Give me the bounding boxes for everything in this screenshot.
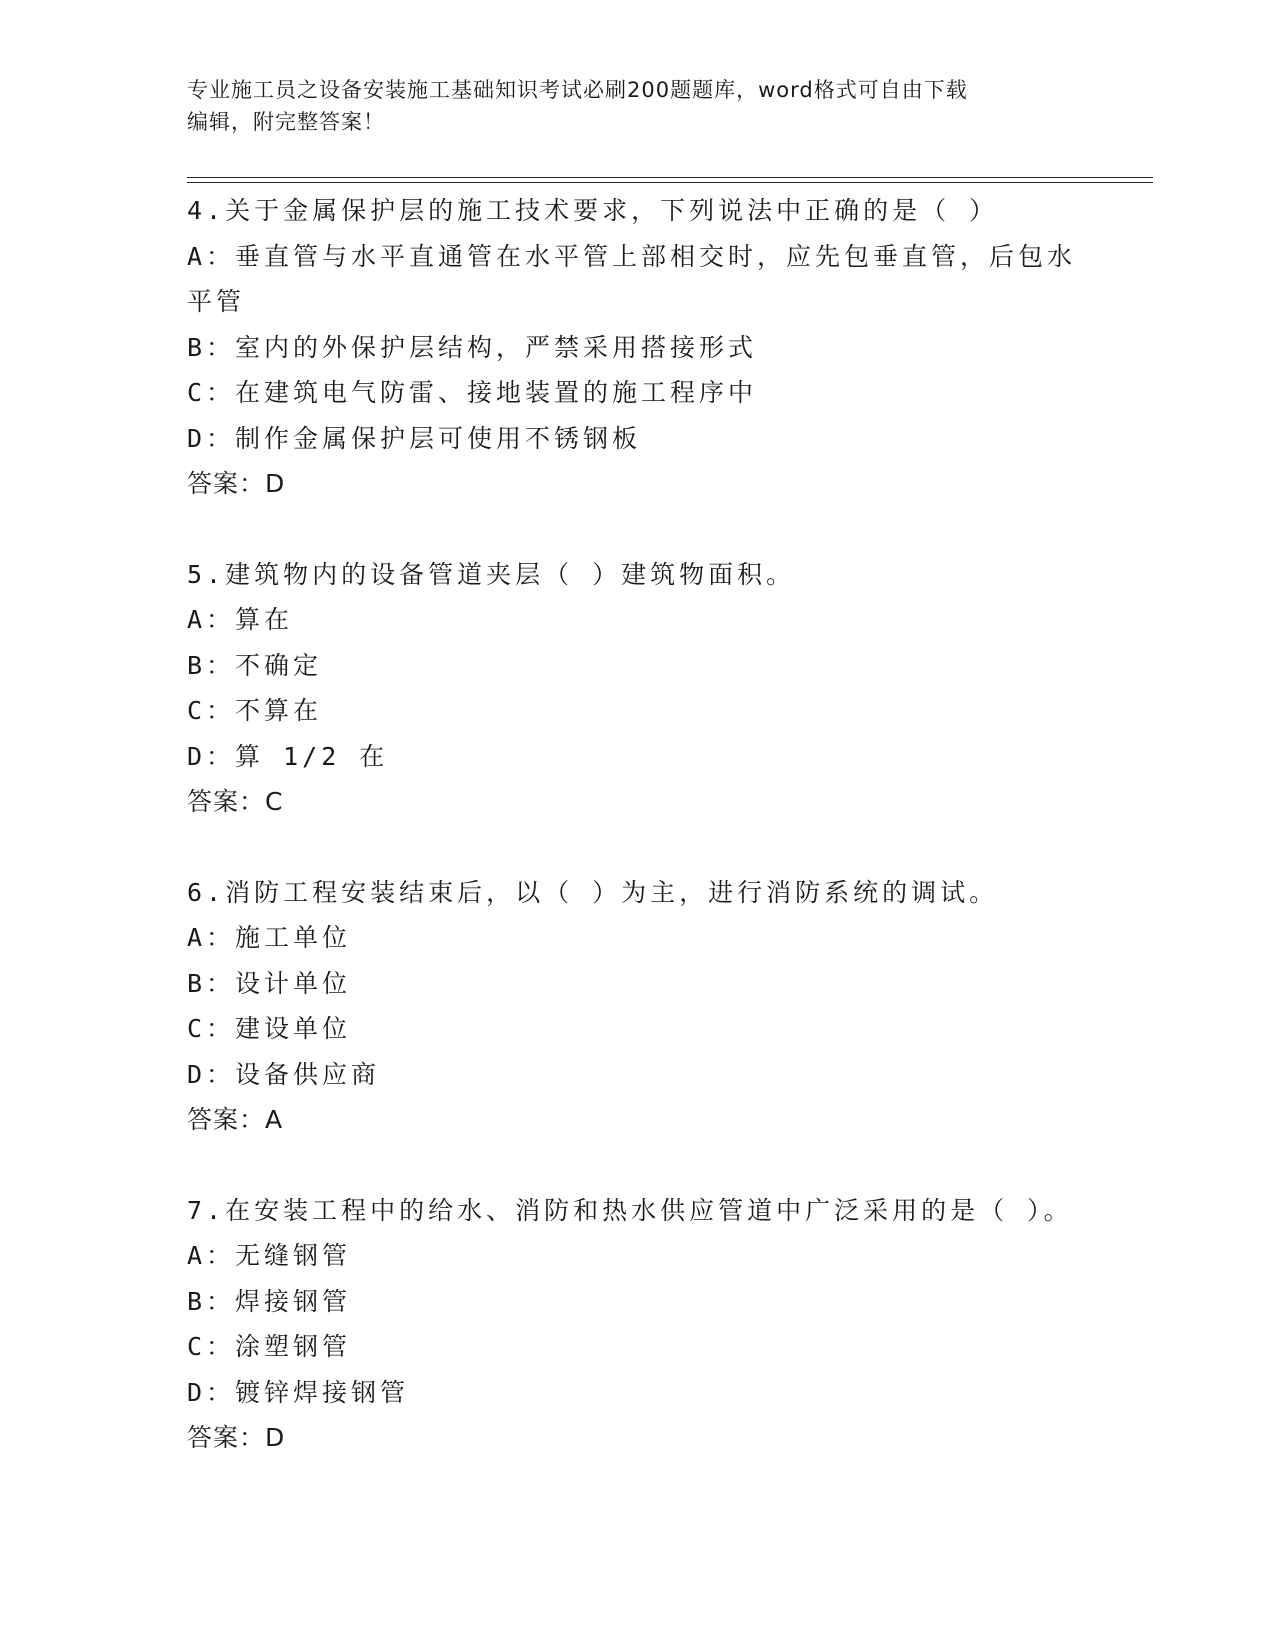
option-b: B：室内的外保护层结构，严禁采用搭接形式 bbox=[187, 332, 758, 362]
option-b: B：设计单位 bbox=[187, 968, 352, 998]
option-a: A：算在 bbox=[187, 605, 294, 634]
question-stem: 7.在安装工程中的给水、消防和热水供应管道中广泛采用的是（ ）。 bbox=[187, 1195, 1073, 1225]
header-divider-bottom bbox=[187, 182, 1153, 183]
question-6 bbox=[187, 870, 1087, 1143]
question-stem: 4.关于金属保护层的施工技术要求，下列说法中正确的是（ ） bbox=[187, 196, 999, 225]
option-a: A：无缝钢管 bbox=[187, 1241, 352, 1270]
header-divider-top bbox=[187, 177, 1153, 178]
question-5 bbox=[187, 552, 1087, 825]
answer-line: 答案：C bbox=[187, 787, 284, 816]
answer-line: 答案：D bbox=[187, 1423, 286, 1452]
option-c: C：不算在 bbox=[187, 696, 323, 725]
option-c: C：建设单位 bbox=[187, 1014, 352, 1043]
option-d: D：镀锌焊接钢管 bbox=[187, 1377, 410, 1407]
question-7 bbox=[187, 1188, 1087, 1461]
option-b: B：不确定 bbox=[187, 650, 323, 680]
option-b: B：焊接钢管 bbox=[187, 1286, 352, 1316]
option-c: C：在建筑电气防雷、接地装置的施工程序中 bbox=[187, 378, 758, 407]
question-stem: 5.建筑物内的设备管道夹层（ ）建筑物面积。 bbox=[187, 559, 796, 589]
answer-line: 答案：A bbox=[187, 1105, 284, 1134]
option-d: D：设备供应商 bbox=[187, 1059, 381, 1089]
question-list bbox=[187, 188, 1087, 1461]
option-d: D：算 1/2 在 bbox=[187, 741, 389, 771]
question-stem: 6.消防工程安装结束后，以（ ）为主，进行消防系统的调试。 bbox=[187, 877, 999, 907]
option-c: C：涂塑钢管 bbox=[187, 1332, 352, 1361]
option-a-continued: 平管 bbox=[187, 287, 246, 316]
header-line-2: 编辑，附完整答案！ bbox=[187, 110, 385, 134]
header-line-1: 专业施工员之设备安装施工基础知识考试必刷200题题库，word格式可自由下载 bbox=[187, 78, 968, 102]
answer-line: 答案：D bbox=[187, 469, 286, 498]
option-a: A：施工单位 bbox=[187, 923, 352, 952]
document-header bbox=[187, 74, 1087, 138]
question-4 bbox=[187, 188, 1087, 507]
option-d: D：制作金属保护层可使用不锈钢板 bbox=[187, 423, 642, 453]
option-a: A：垂直管与水平直通管在水平管上部相交时，应先包垂直管，后包水 bbox=[187, 241, 1077, 271]
